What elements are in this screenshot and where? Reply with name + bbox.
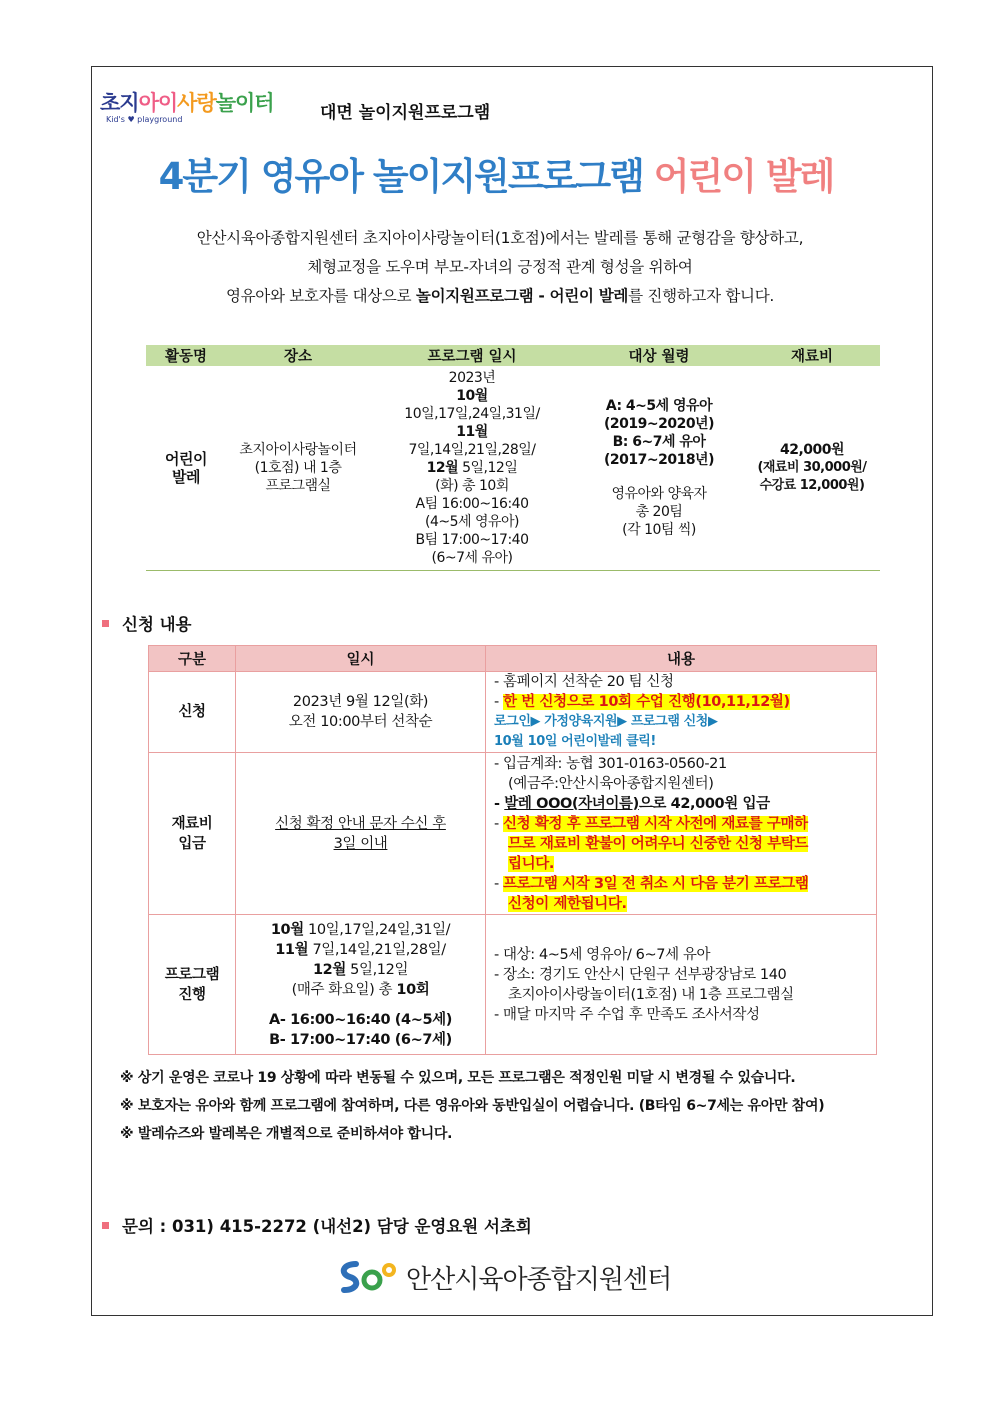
- contact-info: 문의 : 031) 415-2272 (내선2) 담당 운영요원 서초희: [102, 1213, 532, 1237]
- col-place: 장소: [226, 345, 370, 366]
- table-row: 재료비 입금 신청 확정 안내 문자 수신 후 3일 이내 - 입금계좌: 농협 301-0163-0560-21 (예금주:안산시육아종합지원센터) - 발레 OOO(자녀이름)으로 42,000원 입금 - 신청 확정 후 프로그램 시작 사전에 재료를 구매하 므로 재료비 환불이 어려우니 신중한 신청 부탁드 립니다. - 프로그램 시작 3일 전 취소 시 다음 분기 프로그램 신청이 제한됩니다.: [149, 753, 877, 915]
- header-title: 대면 놀이지원프로그램: [320, 102, 491, 123]
- playground-logo: 초지아이사랑놀이터 Kid's ♥ playground: [100, 90, 274, 124]
- col-activity: 활동명: [146, 345, 226, 366]
- col-category: 구분: [149, 646, 236, 672]
- table-row: 신청 2023년 9월 12일(화) 오전 10:00부터 선착순 - 홈페이지 선착순 20 팀 신청 - 한 번 신청으로 10회 수업 진행(10,11,12월) 로그인▶ 가정양육지원▶ 프로그램 신청▶ 10월 10일 어린이발레 클릭!: [149, 672, 877, 753]
- activity-name: 어린이 발레: [165, 450, 207, 486]
- program-table: [146, 345, 880, 571]
- activity-place: 초지아이사랑놀이터 (1호점) 내 1층 프로그램실: [239, 442, 357, 494]
- col-schedule: 프로그램 일시: [370, 345, 574, 366]
- footer-logo: 안산시육아종합지원센터: [336, 1258, 671, 1296]
- col-fee: 재료비: [744, 345, 880, 366]
- square-bullet-icon: [102, 620, 109, 627]
- col-target: 대상 월령: [574, 345, 744, 366]
- activity-schedule: 2023년 10월 10일,17일,24일,31일/ 11월 7일,14일,21일,28일/ 12월 5일,12일 (화) 총 10회 A팀 16:00~16:40 (4~5세 영유아) B팀 17:00~17:40 (6~7세 유아): [404, 370, 540, 566]
- apply-table: [148, 645, 877, 1055]
- section-apply-title: 신청 내용: [102, 611, 192, 635]
- activity-target: A: 4~5세 영유아 (2019~2020년) B: 6~7세 유아 (2017~2018년) 영유아와 양육자 총 20팀 (각 10팀 씩): [604, 398, 714, 538]
- notes: ※ 상기 운영은 코로나 19 상황에 따라 변동될 수 있으며, 모든 프로그램은 적정인원 미달 시 변경될 수 있습니다. ※ 보호자는 유아와 함께 프로그램에 참여하며, 다른 영유아와 동반입실이 어렵습니다. (B타임 6~7세는 유아만 참여) ※ 발레슈즈와 발레복은 개별적으로 준비하셔야 합니다.: [120, 1070, 825, 1142]
- activity-fee: 42,000원 (재료비 30,000원/ 수강료 12,000원): [757, 442, 867, 493]
- page-title: 4분기 영유아 놀이지원프로그램 어린이 발레: [158, 155, 834, 198]
- table-row: 프로그램 진행 10월 10일,17일,24일,31일/ 11월 7일,14일,21일,28일/ 12월 5일,12일 (매주 화요일) 총 10회 A- 16:00~16:40 (4~5세) B- 17:00~17:40 (6~7세) - 대상: 4~5세 영유아/ 6~7세 유아 - 장소: 경기도 안산시 단원구 선부광장남로 140 초지아이사랑놀이터(1호점) 내 1층 프로그램실 - 매달 마지막 주 수업 후 만족도 조사서작성: [149, 915, 877, 1055]
- intro-text: 안산시육아종합지원센터 초지아이사랑놀이터(1호점)에서는 발레를 통해 균형감을 향상하고, 체형교정을 도우며 부모-자녀의 긍정적 관계 형성을 위하여 영유아와 보호자를 대상으로 놀이지원프로그램 - 어린이 발레를 진행하고자 합니다.: [196, 229, 804, 305]
- center-logo-icon: [336, 1258, 398, 1296]
- col-date: 일시: [236, 646, 486, 672]
- square-bullet-icon: [102, 1222, 109, 1229]
- header: [100, 80, 490, 130]
- col-content: 내용: [486, 646, 877, 672]
